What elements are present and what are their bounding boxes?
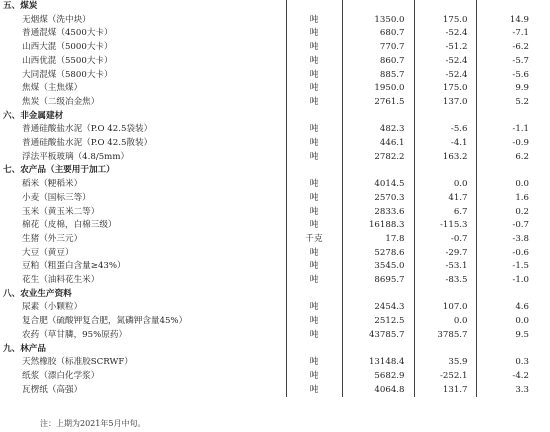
change-cell — [414, 164, 476, 178]
unit-cell — [286, 110, 342, 124]
item-name: 普通混煤（4500大卡） — [0, 27, 286, 41]
percent-change-cell — [476, 164, 550, 178]
unit-cell: 吨 — [286, 301, 342, 315]
percent-change-cell — [476, 0, 550, 14]
table-row — [0, 274, 550, 288]
item-name: 六、非金属建材 — [0, 110, 286, 124]
change-cell: 107.0 — [414, 301, 476, 315]
item-name: 山西优混（5500大卡） — [0, 55, 286, 69]
change-cell: 0.0 — [414, 315, 476, 329]
item-name: 小麦（国标三等） — [0, 192, 286, 206]
change-cell — [414, 110, 476, 124]
price-cell: 2570.3 — [342, 192, 414, 206]
item-name: 稻米（粳稻米） — [0, 178, 286, 192]
price-cell: 13148.4 — [342, 356, 414, 370]
percent-change-cell: 6.2 — [515, 151, 529, 162]
unit-cell: 吨 — [286, 260, 342, 274]
percent-change-cell: -0.6 — [512, 247, 529, 258]
percent-change-cell: 1.6 — [515, 192, 529, 203]
section-header-row — [0, 110, 550, 124]
change-cell: 175.0 — [414, 82, 476, 96]
change-cell: 175.0 — [414, 14, 476, 28]
percent-change-cell: 0.0 — [515, 179, 529, 190]
item-name: 生猪（外三元） — [0, 233, 286, 247]
price-cell: 2761.5 — [342, 96, 414, 110]
item-name: 复合肥（硫酸钾复合肥，氮磷钾含量45%） — [0, 315, 286, 329]
item-name: 玉米（黄玉米二等） — [0, 206, 286, 220]
percent-change-cell — [476, 110, 550, 124]
unit-cell: 吨 — [286, 315, 342, 329]
price-cell: 482.3 — [342, 123, 414, 137]
item-name: 大同混煤（5800大卡） — [0, 69, 286, 83]
table-row — [0, 123, 550, 137]
item-name: 棉花（皮棉，白棉三级） — [0, 219, 286, 233]
table-row — [0, 27, 550, 41]
change-cell: 35.9 — [414, 356, 476, 370]
table-row — [0, 356, 550, 370]
table-row — [0, 82, 550, 96]
price-cell: 770.7 — [342, 41, 414, 55]
percent-change-cell: -1.5 — [512, 261, 529, 272]
change-cell: -4.1 — [414, 137, 476, 151]
price-cell: 16188.3 — [342, 219, 414, 233]
price-cell: 2454.3 — [342, 301, 414, 315]
price-cell: 17.8 — [342, 233, 414, 247]
change-cell: 131.7 — [414, 384, 476, 398]
footnote: 注：上期为2021年5月中旬。 — [40, 419, 146, 428]
unit-cell — [286, 288, 342, 302]
price-cell: 2833.6 — [342, 206, 414, 220]
unit-cell: 吨 — [286, 206, 342, 220]
table-row — [0, 192, 550, 206]
unit-cell: 千克 — [286, 233, 342, 247]
table-row — [0, 329, 550, 343]
section-header-row — [0, 288, 550, 302]
table-row — [0, 41, 550, 55]
unit-cell: 吨 — [286, 69, 342, 83]
item-name: 尿素（小颗粒） — [0, 301, 286, 315]
change-cell — [414, 0, 476, 14]
change-cell: 163.2 — [414, 151, 476, 165]
percent-change-cell: -5.6 — [512, 69, 529, 80]
percent-change-cell: 3.3 — [515, 384, 529, 395]
percent-change-cell: -7.1 — [512, 28, 529, 39]
table-row — [0, 14, 550, 28]
unit-cell: 吨 — [286, 356, 342, 370]
percent-change-cell: 9.9 — [515, 83, 529, 94]
section-header-row — [0, 0, 550, 14]
percent-change-cell: 0.3 — [515, 357, 529, 368]
section-header-row — [0, 164, 550, 178]
unit-cell — [286, 0, 342, 14]
percent-change-cell: 0.0 — [515, 316, 529, 327]
table-row — [0, 384, 550, 398]
price-cell: 680.7 — [342, 27, 414, 41]
price-cell: 4064.8 — [342, 384, 414, 398]
unit-cell: 吨 — [286, 384, 342, 398]
table-row — [0, 260, 550, 274]
percent-change-cell: -5.7 — [512, 55, 529, 66]
table-row — [0, 178, 550, 192]
unit-cell: 吨 — [286, 41, 342, 55]
price-cell — [342, 0, 414, 14]
percent-change-cell — [476, 343, 550, 357]
item-name: 花生（油料花生米） — [0, 274, 286, 288]
item-name: 山西大混（5000大卡） — [0, 41, 286, 55]
percent-change-cell: 0.2 — [515, 206, 529, 217]
table-row — [0, 55, 550, 69]
price-cell — [342, 343, 414, 357]
change-cell: -52.4 — [414, 69, 476, 83]
unit-cell: 吨 — [286, 27, 342, 41]
item-name: 七、农产品（主要用于加工） — [0, 164, 286, 178]
unit-cell: 吨 — [286, 123, 342, 137]
item-name: 瓦楞纸（高强） — [0, 384, 286, 398]
price-cell: 446.1 — [342, 137, 414, 151]
unit-cell: 吨 — [286, 192, 342, 206]
unit-cell: 吨 — [286, 329, 342, 343]
price-cell: 2782.2 — [342, 151, 414, 165]
change-cell: -29.7 — [414, 247, 476, 261]
percent-change-cell — [476, 288, 550, 302]
table-row — [0, 247, 550, 261]
percent-change-cell: -0.7 — [512, 220, 529, 231]
item-name: 无烟煤（洗中块） — [0, 14, 286, 28]
change-cell — [414, 343, 476, 357]
change-cell: -252.1 — [414, 370, 476, 384]
change-cell: -0.7 — [414, 233, 476, 247]
price-cell: 8695.7 — [342, 274, 414, 288]
price-cell: 885.7 — [342, 69, 414, 83]
percent-change-cell: 9.5 — [515, 329, 529, 340]
unit-cell: 吨 — [286, 219, 342, 233]
item-name: 大豆（黄豆） — [0, 247, 286, 261]
change-cell: -52.4 — [414, 55, 476, 69]
unit-cell: 吨 — [286, 151, 342, 165]
percent-change-cell: 14.9 — [509, 14, 529, 25]
percent-change-cell: -4.2 — [512, 370, 529, 381]
unit-cell: 吨 — [286, 274, 342, 288]
unit-cell: 吨 — [286, 14, 342, 28]
percent-change-cell: -6.2 — [512, 42, 529, 53]
percent-change-cell: -1.1 — [512, 124, 529, 135]
price-cell: 5682.9 — [342, 370, 414, 384]
change-cell: -51.2 — [414, 41, 476, 55]
percent-change-cell: -3.8 — [512, 233, 529, 244]
change-cell: -52.4 — [414, 27, 476, 41]
price-cell — [342, 164, 414, 178]
percent-change-cell: -0.9 — [512, 138, 529, 149]
item-name: 普通硅酸盐水泥（P.O 42.5散装） — [0, 137, 286, 151]
item-name: 浮法平板玻璃（4.8/5mm） — [0, 151, 286, 165]
change-cell: -115.3 — [414, 219, 476, 233]
percent-change-cell: 5.2 — [515, 96, 529, 107]
table-row — [0, 301, 550, 315]
table-row — [0, 219, 550, 233]
price-cell: 4014.5 — [342, 178, 414, 192]
price-cell: 43785.7 — [342, 329, 414, 343]
change-cell: 3785.7 — [414, 329, 476, 343]
table-row — [0, 96, 550, 110]
price-cell: 1350.0 — [342, 14, 414, 28]
change-cell: -53.1 — [414, 260, 476, 274]
table-row — [0, 206, 550, 220]
unit-cell: 吨 — [286, 82, 342, 96]
item-name: 八、农业生产资料 — [0, 288, 286, 302]
percent-change-cell: -1.0 — [512, 275, 529, 286]
change-cell: -83.5 — [414, 274, 476, 288]
change-cell: -5.6 — [414, 123, 476, 137]
price-cell: 2512.5 — [342, 315, 414, 329]
price-cell — [342, 110, 414, 124]
unit-cell: 吨 — [286, 178, 342, 192]
item-name: 普通硅酸盐水泥（P.O 42.5袋装） — [0, 123, 286, 137]
table-row — [0, 69, 550, 83]
change-cell: 0.0 — [414, 178, 476, 192]
price-cell — [342, 288, 414, 302]
price-cell: 3545.0 — [342, 260, 414, 274]
item-name: 农药（草甘膦，95%原药） — [0, 329, 286, 343]
table-row — [0, 151, 550, 165]
unit-cell: 吨 — [286, 55, 342, 69]
table-row — [0, 233, 550, 247]
unit-cell — [286, 343, 342, 357]
item-name: 五、煤炭 — [0, 0, 286, 14]
item-name: 九、林产品 — [0, 343, 286, 357]
change-cell: 41.7 — [414, 192, 476, 206]
table-row — [0, 370, 550, 384]
item-name: 天然橡胶（标准胶SCRWF） — [0, 356, 286, 370]
price-cell: 5278.6 — [342, 247, 414, 261]
item-name: 豆粕（粗蛋白含量≥43%） — [0, 260, 286, 274]
change-cell: 137.0 — [414, 96, 476, 110]
unit-cell: 吨 — [286, 370, 342, 384]
price-cell: 1950.0 — [342, 82, 414, 96]
section-header-row — [0, 343, 550, 357]
unit-cell: 吨 — [286, 247, 342, 261]
item-name: 焦煤（主焦煤） — [0, 82, 286, 96]
unit-cell: 吨 — [286, 96, 342, 110]
price-cell: 860.7 — [342, 55, 414, 69]
unit-cell: 吨 — [286, 137, 342, 151]
table-row — [0, 137, 550, 151]
table-row — [0, 315, 550, 329]
percent-change-cell: 4.6 — [515, 302, 529, 313]
unit-cell — [286, 164, 342, 178]
change-cell: 6.7 — [414, 206, 476, 220]
item-name: 焦炭（二级冶金焦） — [0, 96, 286, 110]
item-name: 纸浆（漂白化学浆） — [0, 370, 286, 384]
change-cell — [414, 288, 476, 302]
